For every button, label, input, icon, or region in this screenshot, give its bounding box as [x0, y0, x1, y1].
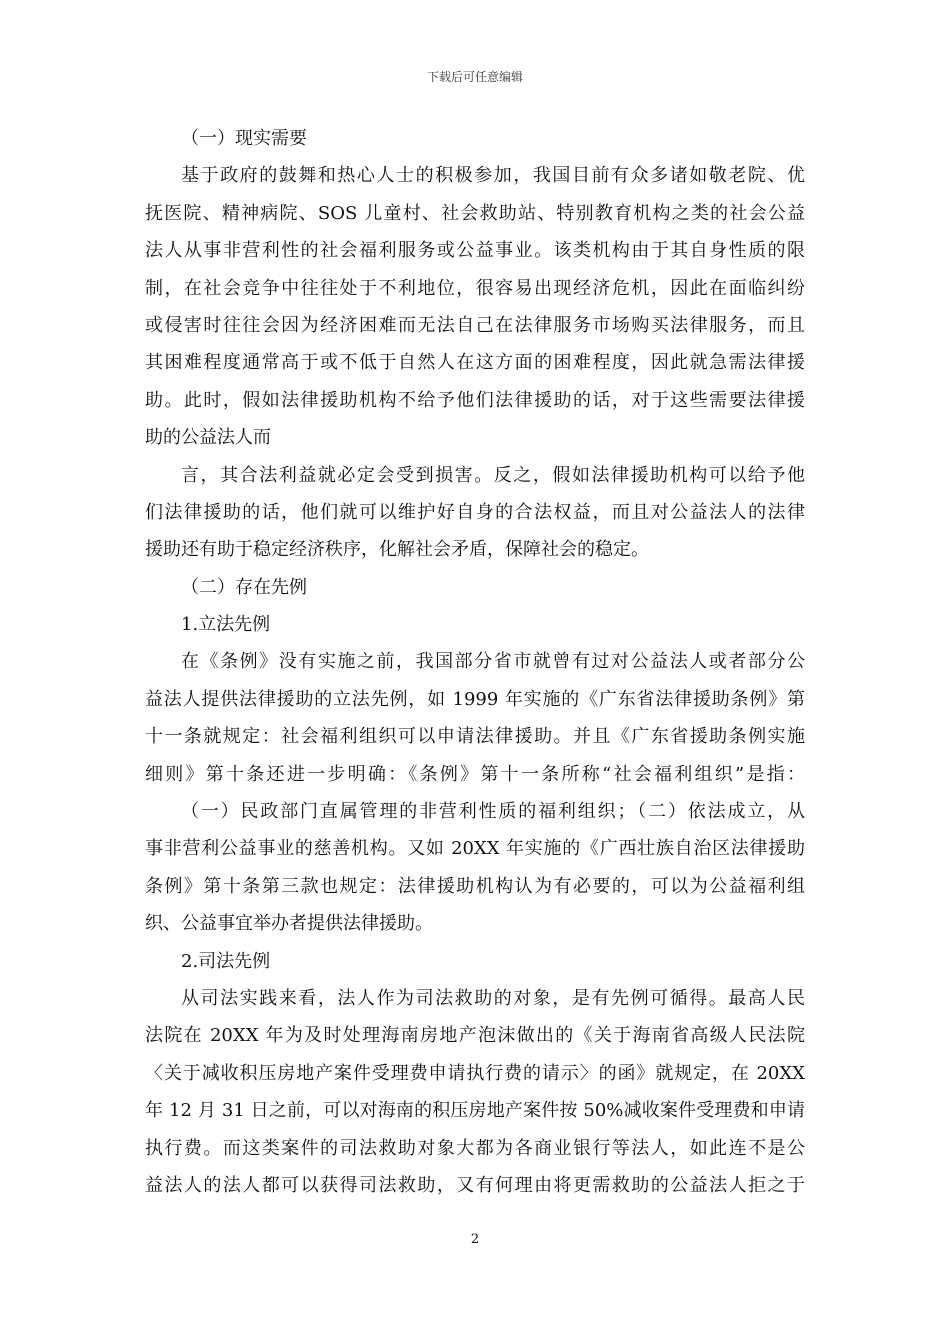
page-number: 2	[470, 1232, 480, 1247]
section-heading: （二）存在先例	[181, 576, 307, 598]
paragraph-line: 从司法实践来看，法人作为司法救助的对象，是有先例可循得。最高人民	[181, 987, 805, 1009]
paragraph-line: 细则》第十条还进一步明确：《条例》第十一条所称“社会福利组织”是指：	[145, 763, 805, 785]
paragraph-line: 基于政府的鼓舞和热心人士的积极参加，我国目前有众多诸如敬老院、优	[181, 165, 805, 187]
paragraph-line: 们法律援助的话，他们就可以维护好自身的合法权益，而且对公益法人的法律	[145, 501, 805, 523]
paragraph-line: 条例》第十条第三款也规定：法律援助机构认为有必要的，可以为公益福利组	[145, 875, 805, 897]
section-heading: （一）现实需要	[181, 128, 307, 149]
paragraph-line: 抚医院、精神病院、SOS 儿童村、社会救助站、特别教育机构之类的社会公益	[145, 202, 805, 224]
paragraph-line: 助的公益法人而	[145, 427, 271, 449]
paragraph-line: 益法人提供法律援助的立法先例，如 1999 年实施的《广东省法律援助条例》第	[145, 688, 805, 710]
paragraph-line: 益法人的法人都可以获得司法救助，又有何理由将更需救助的公益法人拒之于	[145, 1174, 805, 1196]
paragraph-line: 或侵害时往往会因为经济困难而无法自己在法律服务市场购买法律服务，而且	[145, 314, 805, 336]
paragraph-line: 法人从事非营利性的社会福利服务或公益事业。该类机构由于其自身性质的限	[145, 240, 805, 262]
paragraph-line: 助。此时，假如法律援助机构不给予他们法律援助的话，对于这些需要法律援	[145, 389, 805, 411]
paragraph-line: 制，在社会竞争中往往处于不利地位，很容易出现经济危机，因此在面临纠纷	[145, 277, 805, 299]
subsection-heading: 1.立法先例	[181, 614, 271, 636]
paragraph-line: 〈关于减收积压房地产案件受理费申请执行费的请示〉的函》就规定，在 20XX	[145, 1062, 805, 1084]
paragraph-line: 在《条例》没有实施之前，我国部分省市就曾有过对公益法人或者部分公	[181, 651, 805, 673]
paragraph-line: 织、公益事宜举办者提供法律援助。	[145, 913, 433, 935]
page-header: 下载后可任意编辑	[426, 70, 523, 84]
paragraph-line: （一）民政部门直属管理的非营利性质的福利组织；（二）依法成立，从	[181, 801, 805, 823]
paragraph-line: 援助还有助于稳定经济秩序，化解社会矛盾，保障社会的稳定。	[145, 539, 649, 561]
paragraph-line: 言，其合法利益就必定会受到损害。反之，假如法律援助机构可以给予他	[181, 464, 805, 486]
paragraph-line: 法院在 20XX 年为及时处理海南房地产泡沫做出的《关于海南省高级人民法院	[145, 1025, 805, 1047]
document-body	[145, 120, 805, 1204]
paragraph-line: 事非营利公益事业的慈善机构。又如 20XX 年实施的《广西壮族自治区法律援助	[145, 838, 805, 860]
paragraph-line: 十一条就规定：社会福利组织可以申请法律援助。并且《广东省援助条例实施	[145, 726, 805, 748]
paragraph-line: 其困难程度通常高于或不低于自然人在这方面的困难程度，因此就急需法律援	[145, 352, 805, 374]
subsection-heading: 2.司法先例	[181, 950, 271, 972]
paragraph-line: 执行费。而这类案件的司法救助对象大都为各商业银行等法人，如此连不是公	[145, 1137, 805, 1159]
paragraph-line: 年 12 月 31 日之前，可以对海南的积压房地产案件按 50%减收案件受理费和申请	[145, 1100, 805, 1122]
